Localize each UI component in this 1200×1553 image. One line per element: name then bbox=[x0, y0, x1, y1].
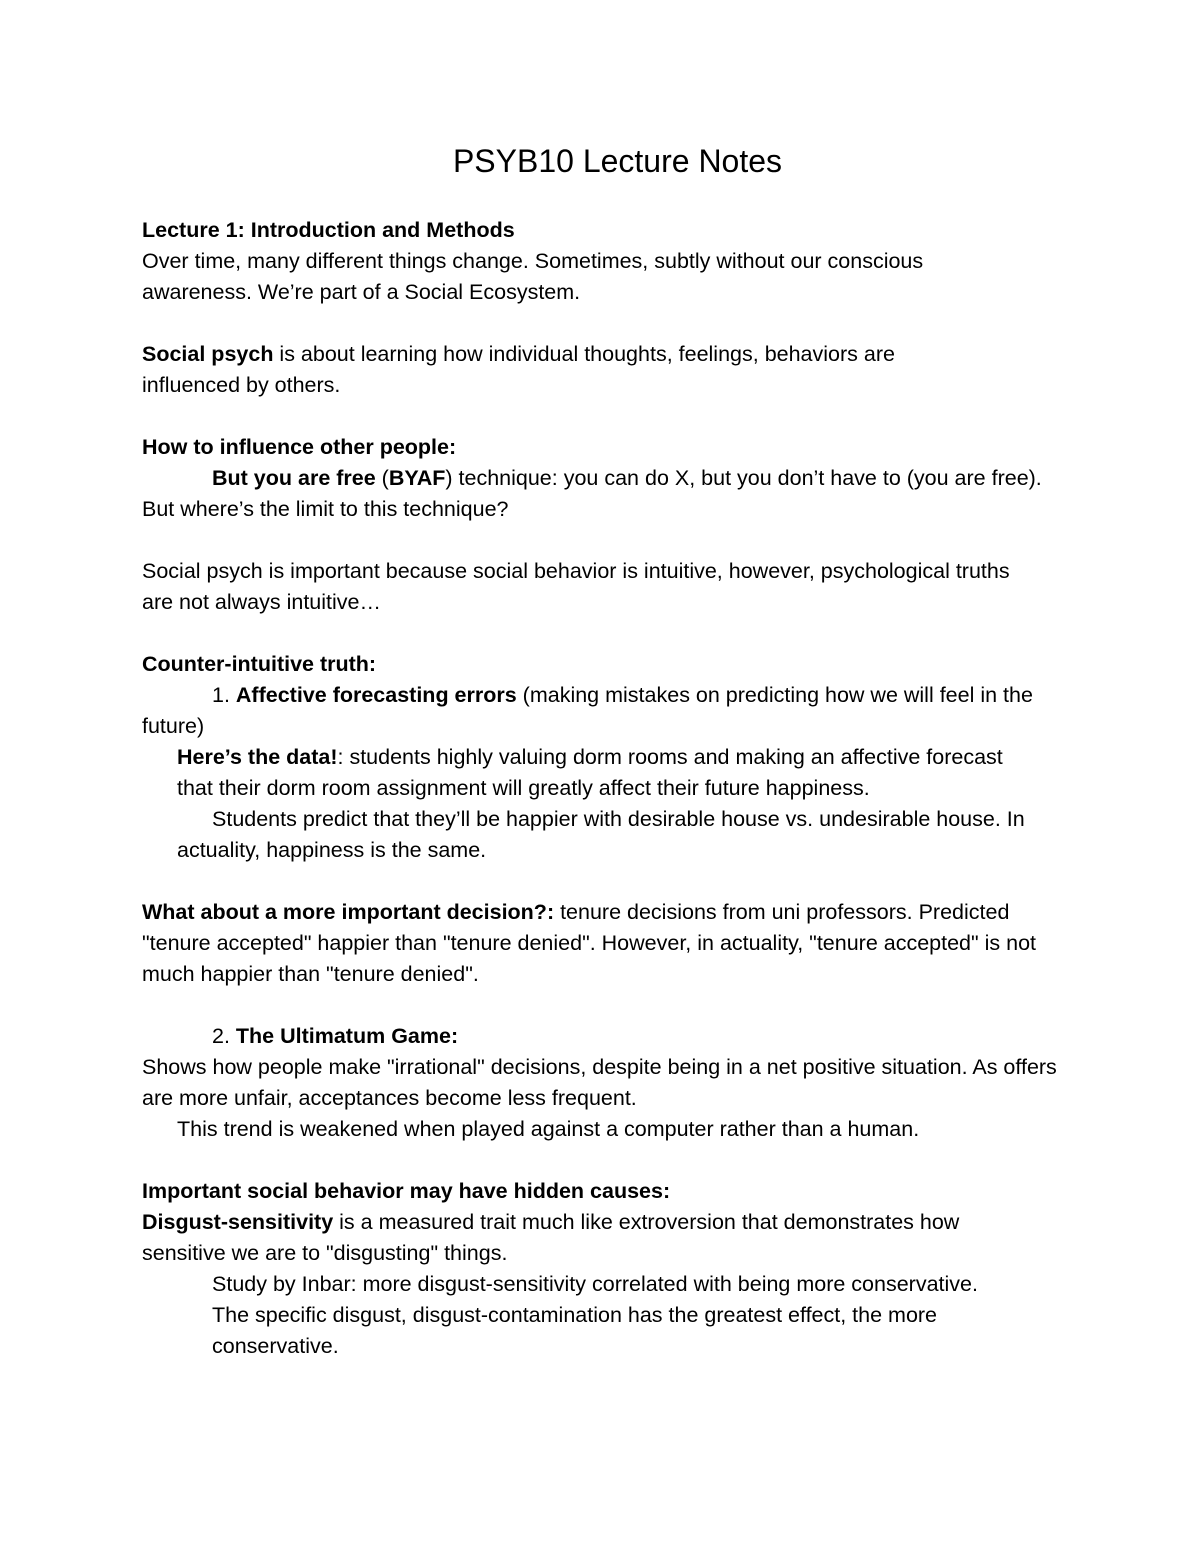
ultimatum-heading: 2. The Ultimatum Game: bbox=[212, 1024, 459, 1048]
ultimatum-trend: This trend is weakened when played against a computer rather than a human. bbox=[177, 1117, 920, 1141]
page-title: PSYB10 Lecture Notes bbox=[452, 143, 783, 179]
influence-heading: How to influence other people: bbox=[142, 435, 457, 459]
document-body bbox=[142, 215, 1077, 1362]
decision-paragraph: What about a more important decision?: tenure decisions from uni professors. Predicted "tenure accepted" happier than "tenure denied". However, in actuality, "tenure accepted" is not much happier than "tenure denied". bbox=[142, 900, 1037, 986]
counter-item-1: 1. Affective forecasting errors (making mistakes on predicting how we will feel in the future) bbox=[142, 683, 1033, 738]
byaf-term: But you are free bbox=[212, 466, 376, 490]
spacer bbox=[142, 1145, 1077, 1176]
affective-forecasting-term: Affective forecasting errors bbox=[235, 683, 517, 707]
social-psych-paragraph: Social psych is about learning how individual thoughts, feelings, behaviors are influenced by others. bbox=[142, 342, 895, 397]
decision-term: What about a more important decision?: bbox=[142, 900, 555, 924]
study-inbar: Study by Inbar: more disgust-sensitivity correlated with being more conservative. bbox=[212, 1272, 978, 1296]
counter-heading: Counter-intuitive truth: bbox=[142, 652, 377, 676]
spacer bbox=[142, 401, 1077, 432]
hidden-causes-heading: Important social behavior may have hidden causes: bbox=[142, 1179, 671, 1203]
social-psych-term: Social psych bbox=[142, 342, 274, 366]
byaf-acronym: BYAF bbox=[388, 466, 446, 490]
spacer bbox=[142, 525, 1077, 556]
predict-paragraph: Students predict that they’ll be happier with desirable house vs. undesirable house. In actuality, happiness is the same. bbox=[177, 807, 1025, 862]
study-contamination: The specific disgust, disgust-contamination has the greatest effect, the more conservative. bbox=[212, 1303, 938, 1358]
disgust-paragraph: Disgust-sensitivity is a measured trait much like extroversion that demonstrates how sensitive we are to "disgusting" things. bbox=[142, 1210, 960, 1265]
spacer bbox=[142, 866, 1077, 897]
importance-paragraph: Social psych is important because social behavior is intuitive, however, psychological truths are not always intuitive… bbox=[142, 559, 1010, 614]
spacer bbox=[142, 618, 1077, 649]
data-paragraph: Here’s the data!: students highly valuing dorm rooms and making an affective forecast that their dorm room assignment will greatly affect their future happiness. bbox=[177, 745, 1003, 800]
intro-paragraph: Over time, many different things change. Sometimes, subtly without our conscious awareness. We’re part of a Social Ecosystem. bbox=[142, 249, 924, 304]
disgust-term: Disgust-sensitivity bbox=[142, 1210, 334, 1234]
byaf-paragraph: But you are free (BYAF) technique: you can do X, but you don’t have to (you are free). But where’s the limit to this technique? bbox=[142, 466, 1042, 521]
spacer bbox=[142, 990, 1077, 1021]
data-term: Here’s the data! bbox=[177, 745, 338, 769]
ultimatum-paragraph: Shows how people make "irrational" decisions, despite being in a net positive situation. As offers are more unfair, acceptances become less frequent. bbox=[142, 1055, 1057, 1110]
spacer bbox=[142, 308, 1077, 339]
ultimatum-term: The Ultimatum Game: bbox=[235, 1024, 459, 1048]
lecture-heading: Lecture 1: Introduction and Methods bbox=[142, 218, 515, 242]
